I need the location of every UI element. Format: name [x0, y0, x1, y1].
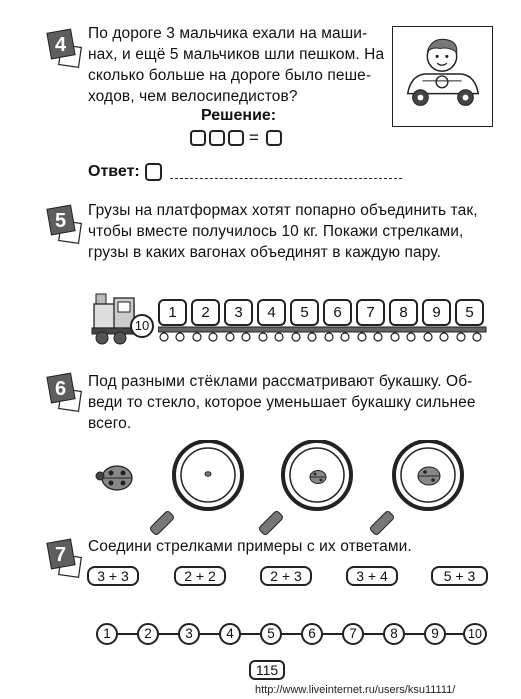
text-line: чтобы вместе получилось 10 кг. Покажи стрелками,: [88, 223, 464, 240]
solution-label: Решение:: [201, 107, 277, 124]
wagons: [158, 299, 498, 344]
page-number: 115: [249, 660, 285, 680]
task-7-badge: [46, 538, 82, 578]
task-number-icon: [46, 372, 82, 412]
task-4-text: [88, 23, 388, 107]
task-number-icon: [46, 538, 82, 578]
answer-circle[interactable]: 6: [301, 623, 323, 645]
answer-box[interactable]: [209, 130, 225, 146]
text-line: всего.: [88, 415, 132, 432]
example-box[interactable]: 5 + 3: [431, 566, 488, 586]
wagon-weight[interactable]: 1: [158, 299, 187, 326]
answer-circle[interactable]: 9: [424, 623, 446, 645]
answer-circle[interactable]: 2: [137, 623, 159, 645]
task-7-text: Соедини стрелками примеры с их ответами.: [88, 538, 412, 555]
svg-text:7: 7: [55, 544, 67, 566]
train: [90, 290, 500, 346]
text-line: Грузы на платформах хотят попарно объединить так,: [88, 202, 478, 219]
task-4-badge: [46, 28, 82, 68]
task-6-badge: [46, 372, 82, 412]
answer-circle[interactable]: 5: [260, 623, 282, 645]
task-5-text: [88, 200, 498, 263]
text-line: веди то стекло, которое уменьшает букашку сильнее: [88, 394, 476, 411]
wagon-weight[interactable]: 9: [422, 299, 451, 326]
answer-circle[interactable]: 10: [463, 623, 487, 645]
svg-text:6: 6: [55, 378, 67, 400]
wagon-weight[interactable]: 5: [455, 299, 484, 326]
answer-circle[interactable]: 1: [96, 623, 118, 645]
magnifier-illustration: [95, 440, 505, 540]
equals-sign: =: [249, 128, 259, 147]
wagon-weight[interactable]: 6: [323, 299, 352, 326]
answer-circle[interactable]: 8: [383, 623, 405, 645]
ladybug-icon: [418, 467, 440, 485]
magnifier-3[interactable]: [369, 441, 462, 536]
ladybug-icon: [96, 466, 132, 490]
car-icon: [393, 27, 491, 125]
example-box[interactable]: 3 + 3: [87, 566, 139, 586]
watermark-url[interactable]: http://www.liveinternet.ru/users/ksu11111/: [255, 684, 456, 696]
text-line: нах, и ещё 5 мальчиков шли пешком. На: [88, 46, 385, 63]
answer-box[interactable]: [228, 130, 244, 146]
wagon-platforms: [158, 326, 488, 342]
wagon-weight[interactable]: 4: [257, 299, 286, 326]
magnifier-1[interactable]: [149, 441, 242, 536]
wagon-weight[interactable]: 7: [356, 299, 385, 326]
wagon-weight[interactable]: 3: [224, 299, 253, 326]
example-box[interactable]: 2 + 3: [260, 566, 312, 586]
answer-circle[interactable]: 4: [219, 623, 241, 645]
task-number-icon: [46, 28, 82, 68]
wagon-weight[interactable]: 2: [191, 299, 220, 326]
text-line: По дороге 3 мальчика ехали на маши-: [88, 25, 368, 42]
answer-circle[interactable]: 7: [342, 623, 364, 645]
answer-box[interactable]: [266, 130, 282, 146]
ladybug-icon: [205, 472, 211, 476]
text-line: сколько больше на дороге было пеше-: [88, 67, 372, 84]
task-number-icon: [46, 204, 82, 244]
locomotive-weight: 10: [130, 314, 154, 338]
example-box[interactable]: 3 + 4: [346, 566, 398, 586]
text-line: ходов, чем велосипедистов?: [88, 88, 298, 105]
boy-in-car-illustration: [392, 26, 493, 127]
answer-line[interactable]: [170, 178, 402, 179]
answer-circle[interactable]: 3: [178, 623, 200, 645]
text-line: грузы в каких вагонах объединят в каждую пару.: [88, 244, 441, 261]
svg-text:5: 5: [55, 210, 67, 232]
text-line: Под разными стёклами рассматривают букашку. Об-: [88, 373, 473, 390]
number-line-axis: [106, 633, 476, 635]
svg-text:4: 4: [55, 34, 67, 56]
answer-box[interactable]: [190, 130, 206, 146]
task-6-text: [88, 371, 498, 434]
answer-box[interactable]: [145, 163, 162, 181]
answer-label: Ответ:: [88, 163, 140, 180]
example-box[interactable]: 2 + 2: [174, 566, 226, 586]
number-line: [96, 622, 488, 646]
magnifier-2[interactable]: [258, 441, 351, 536]
wagon-weight[interactable]: 8: [389, 299, 418, 326]
wagon-weight[interactable]: 5: [290, 299, 319, 326]
task-5-badge: [46, 204, 82, 244]
ladybug-icon: [310, 471, 326, 484]
